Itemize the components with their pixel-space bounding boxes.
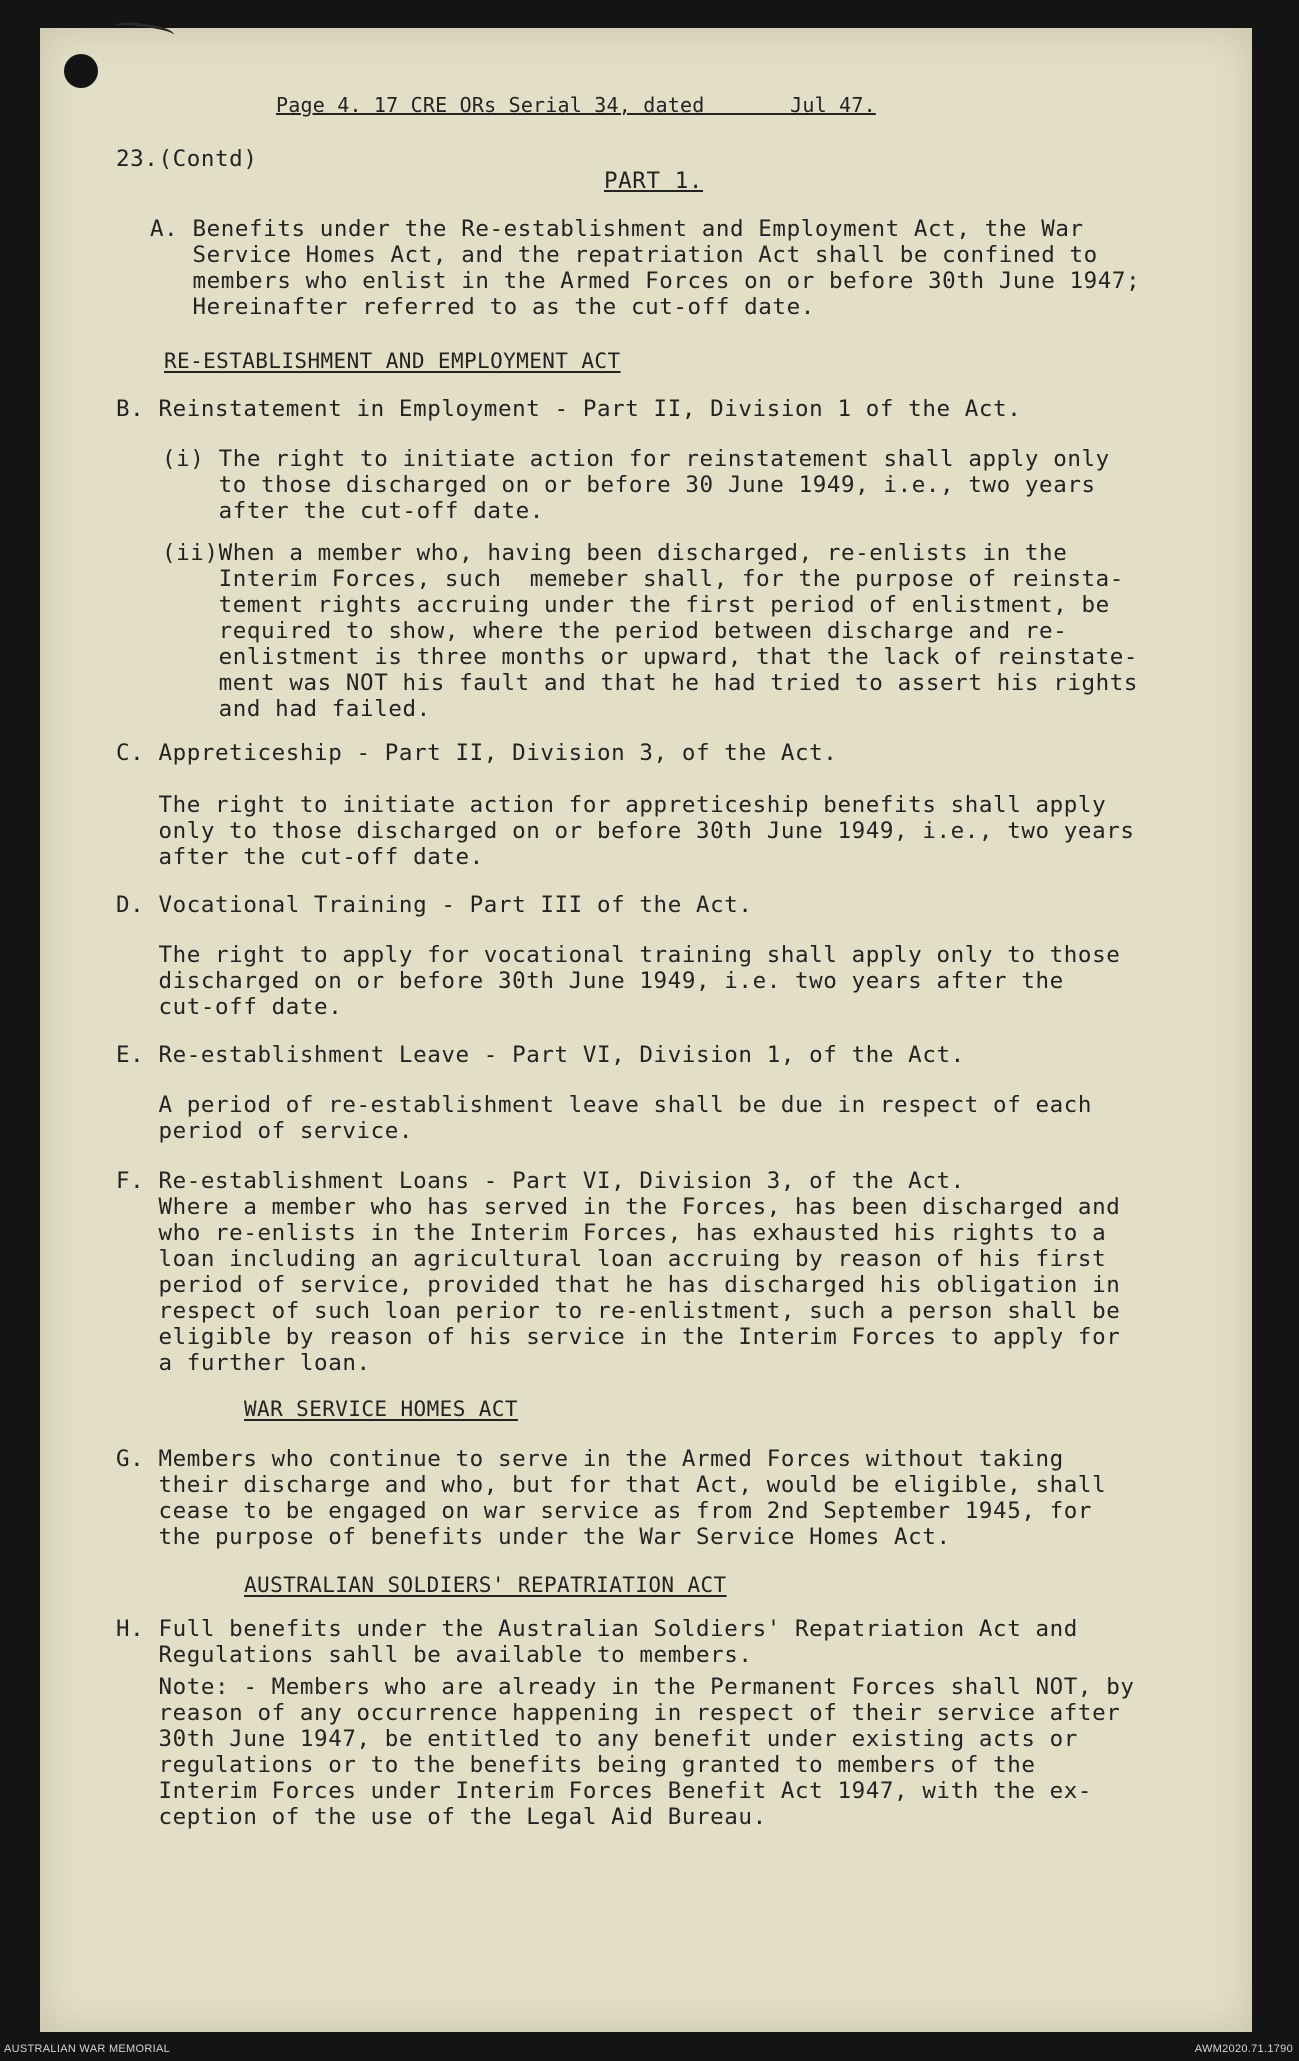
text-line: tement rights accruing under the first period of enlistment, be [162,592,1110,618]
text-line: The right to initiate action for appreticeship benefits shall apply [116,792,1107,818]
contd-label: 23.(Contd) [116,146,258,172]
text-line: G. Members who continue to serve in the Armed Forces without taking [116,1446,1064,1472]
text-line: and had failed. [162,696,431,722]
text-line: ception of the use of the Legal Aid Bureau. [116,1804,767,1830]
war-service-homes-heading: WAR SERVICE HOMES ACT [244,1397,518,1421]
text-line: period of service, provided that he has discharged his obligation in [116,1272,1121,1298]
text-line: cease to be engaged on war service as from 2nd September 1945, for [116,1498,1093,1524]
text-line: a further loan. [116,1350,371,1376]
text-line: required to show, where the period between discharge and re- [162,618,1068,644]
text-line: period of service. [116,1118,414,1144]
footer-institution: AUSTRALIAN WAR MEMORIAL [4,2043,171,2055]
text-line: respect of such loan perior to re-enlistment, such a person shall be [116,1298,1121,1324]
punch-hole [64,54,98,88]
text-line: only to those discharged on or before 30th June 1949, i.e., two years [116,818,1135,844]
text-line: after the cut-off date. [162,498,544,524]
text-line: enlistment is three months or upward, that the lack of reinstate- [162,644,1139,670]
text-line: after the cut-off date. [116,844,484,870]
text-line: H. Full benefits under the Australian Soldiers' Repatriation Act and [116,1616,1078,1642]
footer-accession-number: AWM2020.71.1790 [1194,2043,1293,2055]
text-line: A. Benefits under the Re-establishment and Employment Act, the War [150,216,1084,242]
section-d-title: D. Vocational Training - Part III of the Act. [116,892,753,918]
text-line: Interim Forces, such memeber shall, for the purpose of reinsta- [162,566,1124,592]
text-line: (ii)When a member who, having been discharged, re-enlists in the [162,540,1068,566]
text-line: their discharge and who, but for that Act, would be eligible, shall [116,1472,1107,1498]
section-c-title: C. Appreticeship - Part II, Division 3, of the Act. [116,740,838,766]
note-line: Note: - Members who are already in the Permanent Forces shall NOT, by [116,1674,1135,1700]
text-line: members who enlist in the Armed Forces on or before 30th June 1947; [150,268,1141,294]
text-line: A period of re-establishment leave shall be due in respect of each [116,1092,1093,1118]
text-line: loan including an agricultural loan accruing by reason of his first [116,1246,1107,1272]
repatriation-heading: AUSTRALIAN SOLDIERS' REPATRIATION ACT [244,1573,727,1597]
text-line: discharged on or before 30th June 1949, i.e. two years after the [116,968,1064,994]
text-line: regulations or to the benefits being granted to members of the [116,1752,1036,1778]
text-line: cut-off date. [116,994,343,1020]
text-line: eligible by reason of his service in the Interim Forces to apply for [116,1324,1121,1350]
text-line: to those discharged on or before 30 June 1949, i.e., two years [162,472,1096,498]
part-heading: PART 1. [604,168,704,194]
section-e-title: E. Re-establishment Leave - Part VI, Division 1, of the Act. [116,1042,965,1068]
section-b-title: B. Reinstatement in Employment - Part II, Division 1 of the Act. [116,396,1022,422]
text-line: (i) The right to initiate action for reinstatement shall apply only [162,446,1110,472]
section-f-title: F. Re-establishment Loans - Part VI, Division 3, of the Act. [116,1168,965,1194]
text-line: reason of any occurrence happening in respect of their service after [116,1700,1121,1726]
text-line: 30th June 1947, be entitled to any benefit under existing acts or [116,1726,1078,1752]
text-line: who re-enlists in the Interim Forces, has exhausted his rights to a [116,1220,1107,1246]
text-line: Hereinafter referred to as the cut-off date. [150,294,815,320]
text-line: the purpose of benefits under the War Service Homes Act. [116,1524,951,1550]
text-line: Where a member who has served in the Forces, has been discharged and [116,1194,1121,1220]
text-line: Service Homes Act, and the repatriation Act shall be confined to [150,242,1098,268]
text-line: The right to apply for vocational training shall apply only to those [116,942,1121,968]
text-line: ment was NOT his fault and that he had tried to assert his rights [162,670,1139,696]
page-header-line: Page 4. 17 CRE ORs Serial 34, dated Jul 47. [276,93,876,117]
text-line: Interim Forces under Interim Forces Benefit Act 1947, with the ex- [116,1778,1093,1804]
text-line: Regulations sahll be available to members. [116,1642,753,1668]
re-establishment-heading: RE-ESTABLISHMENT AND EMPLOYMENT ACT [164,349,621,373]
